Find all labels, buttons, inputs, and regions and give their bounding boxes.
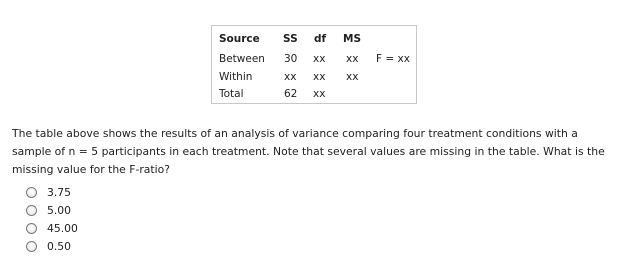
row-between-ss: 30 xyxy=(284,53,298,65)
anova-summary-table xyxy=(211,25,417,104)
radio-button[interactable] xyxy=(26,187,37,198)
row-within-source: Within xyxy=(219,71,253,83)
row-between-source: Between xyxy=(219,53,265,65)
option-label: 0.50 xyxy=(47,240,72,253)
header-source: Source xyxy=(219,33,260,45)
row-total-df: xx xyxy=(313,88,326,100)
header-ss: SS xyxy=(283,33,298,45)
row-within-ms: xx xyxy=(346,71,359,83)
row-total-source: Total xyxy=(219,88,244,100)
header-ms: MS xyxy=(343,33,362,45)
row-total-ss: 62 xyxy=(284,88,298,100)
row-between-f: F = xx xyxy=(376,53,410,65)
radio-button[interactable] xyxy=(26,205,37,216)
header-df: df xyxy=(314,33,327,45)
row-within-ss: xx xyxy=(284,71,297,83)
option-label: 45.00 xyxy=(47,222,78,235)
question-text: The table above shows the results of an analysis of variance comparing four treatment conditions with a sample of n = 5 participants in each treatment. Note that several values are missing in the table. What is the missing value for the F-ratio? xyxy=(12,127,605,176)
row-within-df: xx xyxy=(313,71,326,83)
radio-button[interactable] xyxy=(26,241,37,252)
row-between-df: xx xyxy=(313,53,326,65)
option-label: 3.75 xyxy=(47,186,72,199)
row-between-ms: xx xyxy=(346,53,359,65)
radio-button[interactable] xyxy=(26,223,37,234)
option-label: 5.00 xyxy=(47,204,72,217)
